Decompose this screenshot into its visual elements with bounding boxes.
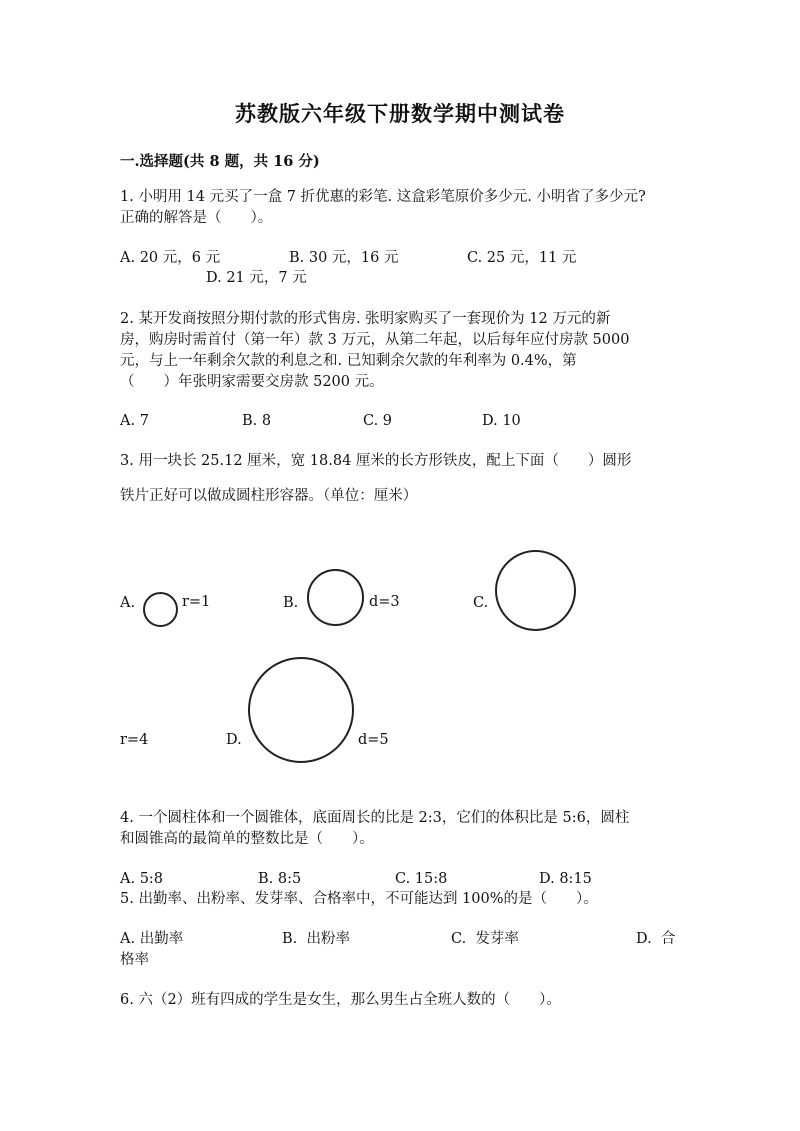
question-4-line-1: 4. 一个圆柱体和一个圆锥体，底面周长的比是 2:3，它们的体积比是 5:6，圆柱 [120, 810, 630, 826]
option-b-label[interactable]: B. [283, 595, 299, 611]
question-5-option-d[interactable]: D. 合 [636, 931, 676, 947]
question-2-option-d[interactable]: D. 10 [482, 413, 521, 429]
question-2-line-3: 元，与上一年剩余欠款的利息之和. 已知剩余欠款的年利率为 0.4%，第 [120, 353, 577, 369]
question-6-line-1: 6. 六（2）班有四成的学生是女生，那么男生占全班人数的（ ）。 [120, 992, 561, 1008]
question-4-line-2: 和圆锥高的最简单的整数比是（ ）。 [120, 831, 374, 847]
option-d-circle [248, 657, 354, 763]
option-a-circle [143, 592, 178, 627]
section-heading: 一.选择题(共 8 题，共 16 分) [120, 153, 320, 170]
question-2-option-c[interactable]: C. 9 [363, 413, 393, 429]
option-d-value: d=5 [358, 732, 389, 748]
question-5-option-b[interactable]: B. 出粉率 [282, 931, 350, 947]
option-c-label[interactable]: C. [473, 595, 489, 611]
option-d-label[interactable]: D. [226, 732, 242, 748]
option-c-circle [495, 550, 576, 631]
question-2-option-b[interactable]: B. 8 [242, 413, 272, 429]
option-b-value: d=3 [369, 594, 400, 610]
question-2-line-2: 房，购房时需首付（第一年）款 3 万元，从第二年起，以后每年应付房款 5000 [120, 332, 630, 348]
question-1-option-b[interactable]: B. 30 元，16 元 [289, 250, 399, 266]
question-4-option-b[interactable]: B. 8:5 [258, 871, 302, 887]
question-2-line-4: （ ）年张明家需要交房款 5200 元。 [120, 374, 384, 390]
question-1-line-1: 1. 小明用 14 元买了一盒 7 折优惠的彩笔. 这盒彩笔原价多少元. 小明省了多少元? [120, 189, 646, 205]
question-2-line-1: 2. 某开发商按照分期付款的形式售房. 张明家购买了一套现价为 12 万元的新 [120, 311, 611, 327]
option-a-label[interactable]: A. [120, 595, 136, 611]
question-1-option-a[interactable]: A. 20 元，6 元 [120, 250, 221, 266]
question-1-option-c[interactable]: C. 25 元，11 元 [467, 250, 577, 266]
question-5-option-c[interactable]: C. 发芽率 [451, 931, 519, 947]
question-1-option-d[interactable]: D. 21 元，7 元 [206, 270, 307, 286]
option-b-circle [307, 569, 364, 626]
question-1-line-2: 正确的解答是（ ）。 [120, 210, 273, 226]
option-a-value: r=1 [182, 594, 211, 610]
question-3-line-2: 铁片正好可以做成圆柱形容器。（单位：厘米） [120, 488, 418, 504]
question-3-line-1: 3. 用一块长 25.12 厘米，宽 18.84 厘米的长方形铁皮，配上下面（ ）圆形 [120, 453, 632, 469]
question-5-option-a[interactable]: A. 出勤率 [120, 931, 184, 947]
question-5-option-d-wrap: 格率 [120, 952, 149, 968]
question-4-option-c[interactable]: C. 15:8 [395, 871, 448, 887]
question-4-option-d[interactable]: D. 8:15 [539, 871, 592, 887]
question-4-option-a[interactable]: A. 5:8 [120, 871, 164, 887]
question-5-line-1: 5. 出勤率、出粉率、发芽率、合格率中，不可能达到 100%的是（ ）。 [120, 891, 598, 907]
option-c-value: r=4 [120, 732, 149, 748]
question-2-option-a[interactable]: A. 7 [120, 413, 149, 429]
page-title: 苏教版六年级下册数学期中测试卷 [235, 101, 565, 126]
